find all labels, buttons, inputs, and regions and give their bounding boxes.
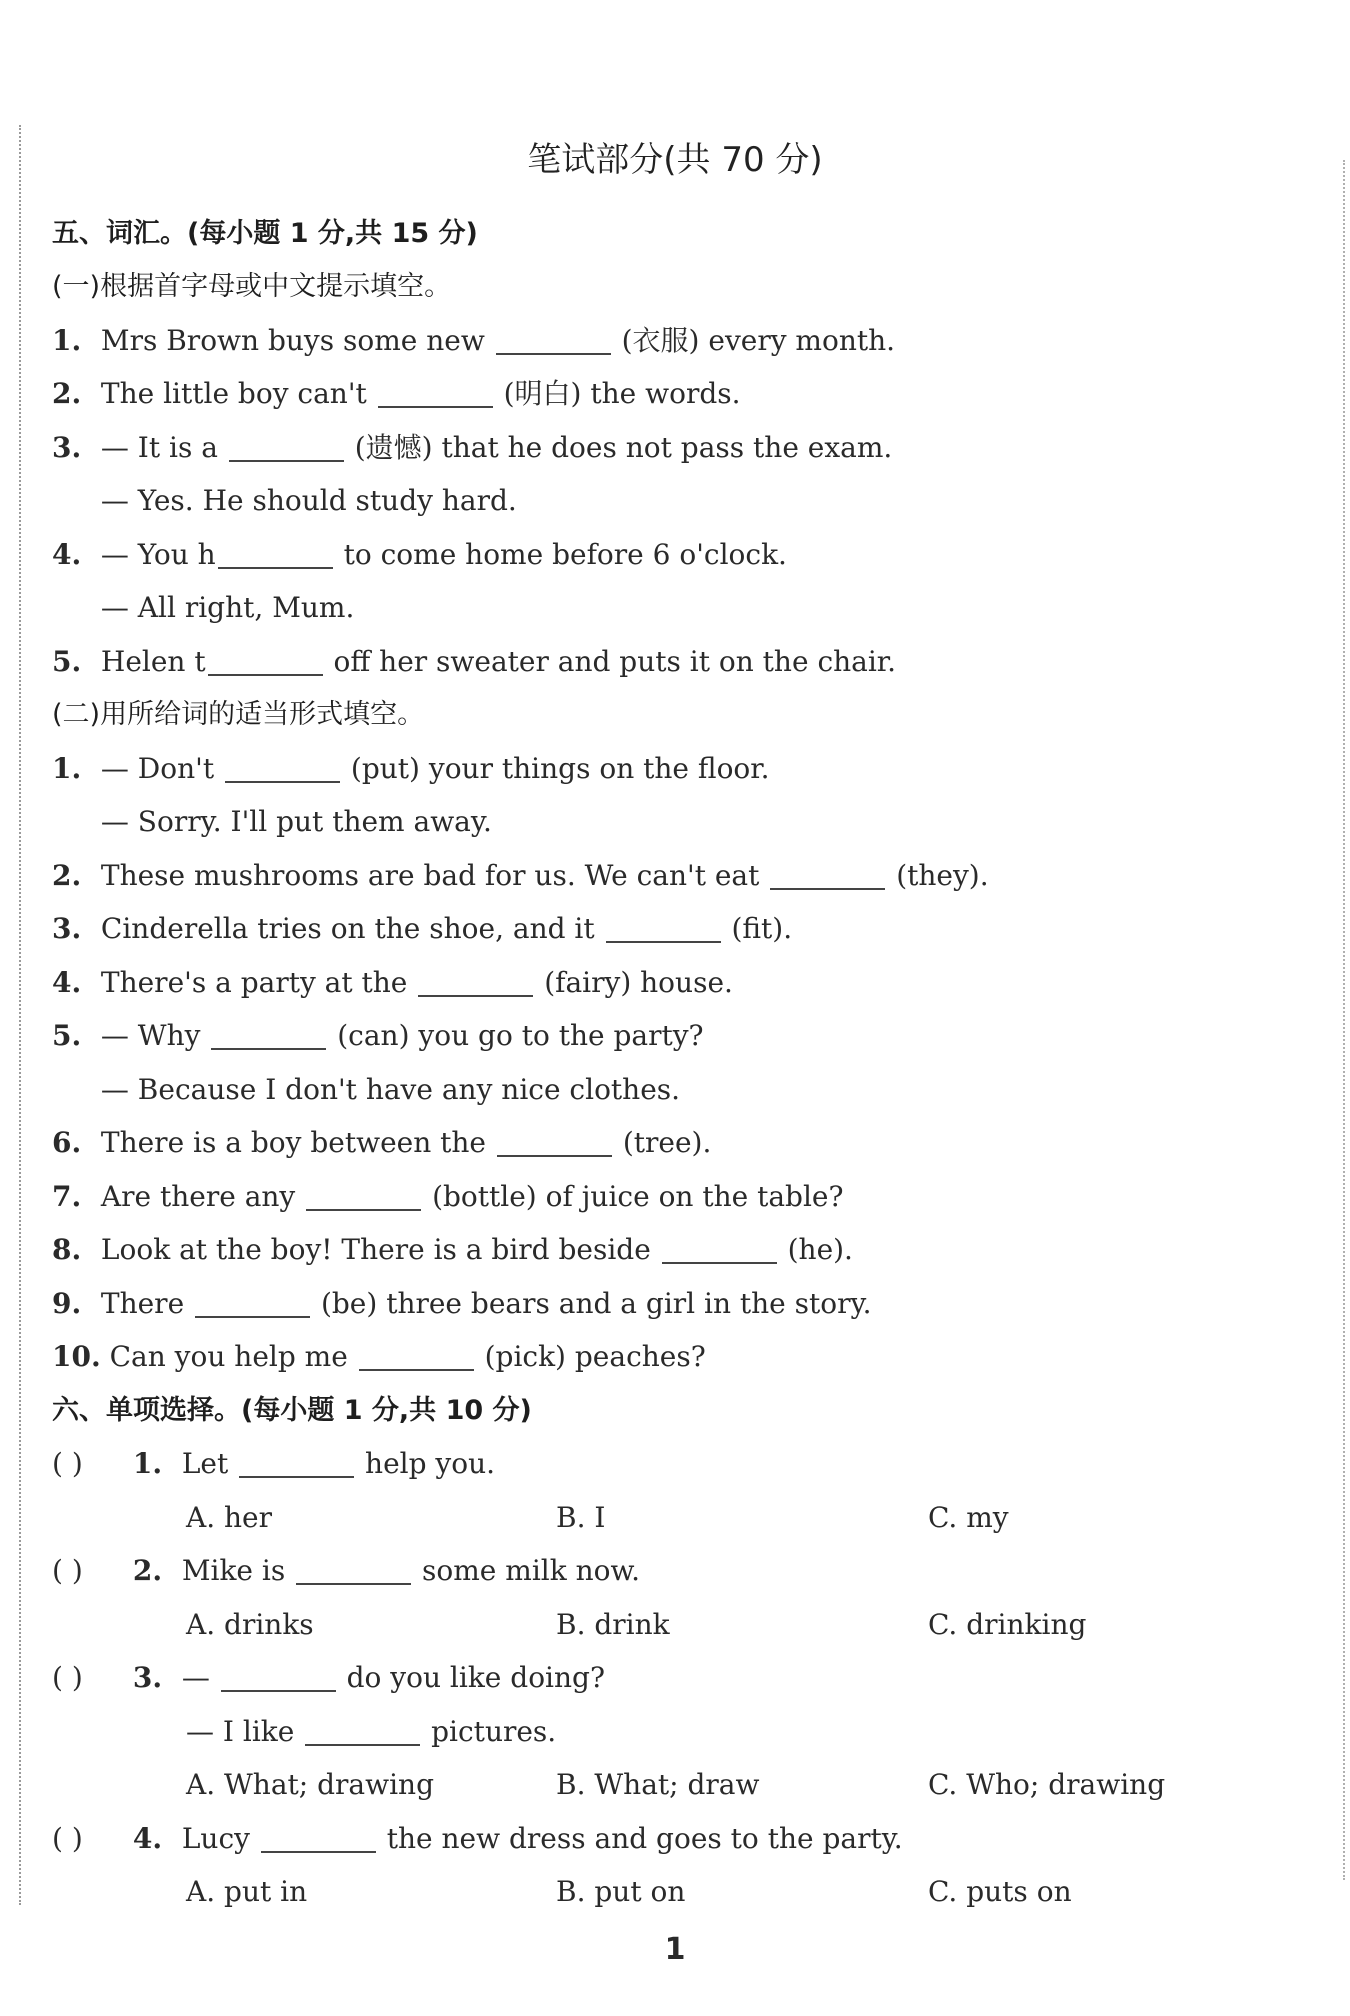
section-5-heading: 五、词汇。(每小题 1 分,共 15 分): [52, 218, 478, 249]
answer-blank[interactable]: [218, 543, 333, 569]
question-text: — Why: [100, 1019, 201, 1052]
question-row: [52, 1180, 844, 1213]
answer-blank[interactable]: [208, 650, 323, 676]
answer-blank[interactable]: [306, 1185, 421, 1211]
question-number: 4.: [52, 538, 82, 571]
question-number: 9.: [52, 1287, 82, 1320]
option-b[interactable]: B. drink: [556, 1608, 670, 1641]
question-row: [52, 538, 787, 571]
question-text: —: [181, 1661, 210, 1694]
option-a[interactable]: A. What; drawing: [186, 1768, 434, 1801]
question-text: There's a party at the: [100, 966, 408, 999]
question-row: [52, 1287, 872, 1320]
mc-question-row: [52, 1554, 641, 1587]
question-text: — Don't: [100, 752, 215, 785]
question-number: 6.: [52, 1126, 82, 1159]
reply-text: — Yes. He should study hard.: [100, 484, 517, 517]
page-title: 笔试部分(共 70 分): [527, 140, 823, 180]
question-number: 3.: [52, 431, 82, 464]
left-margin-dotted-line: [19, 125, 21, 1905]
question-number: 5.: [52, 1019, 82, 1052]
reply-text: pictures.: [431, 1715, 557, 1748]
question-number: 2.: [132, 1554, 163, 1587]
page-number: 1: [664, 1932, 686, 1967]
answer-blank[interactable]: [606, 917, 721, 943]
part-1-heading: (一)根据首字母或中文提示填空。: [52, 271, 452, 302]
question-number: 5.: [52, 645, 82, 678]
question-text: Look at the boy! There is a bird beside: [100, 1233, 651, 1266]
question-text: the new dress and goes to the party.: [386, 1822, 903, 1855]
answer-parenthesis[interactable]: ( ): [52, 1822, 83, 1855]
answer-blank[interactable]: [418, 971, 533, 997]
mc-question-row: [52, 1822, 903, 1855]
answer-blank[interactable]: [662, 1238, 777, 1264]
reply-text: — I like: [186, 1715, 295, 1748]
question-row: [52, 645, 897, 678]
question-text: (they).: [896, 859, 989, 892]
question-text: (he).: [787, 1233, 853, 1266]
question-number: 1.: [132, 1447, 163, 1480]
right-margin-dotted-line: [1343, 160, 1345, 1880]
question-text: Mrs Brown buys some new: [100, 324, 485, 357]
question-reply: [52, 591, 355, 624]
question-row: [52, 1233, 853, 1266]
mc-question-row: [52, 1447, 496, 1480]
question-reply: [52, 484, 517, 517]
question-text: (bottle) of juice on the table?: [432, 1180, 844, 1213]
question-text: — You h: [100, 538, 216, 571]
question-text: These mushrooms are bad for us. We can't eat: [100, 859, 760, 892]
answer-parenthesis[interactable]: ( ): [52, 1661, 83, 1694]
answer-blank[interactable]: [770, 864, 885, 890]
reply-text: — Because I don't have any nice clothes.: [100, 1073, 681, 1106]
option-b[interactable]: B. I: [556, 1501, 606, 1534]
option-b[interactable]: B. put on: [556, 1875, 686, 1908]
question-number: 3.: [52, 912, 82, 945]
answer-blank: [296, 1559, 411, 1585]
question-text: There: [100, 1287, 185, 1320]
question-number: 4.: [132, 1822, 163, 1855]
section-6-heading: 六、单项选择。(每小题 1 分,共 10 分): [52, 1395, 532, 1426]
question-number: 1.: [52, 324, 82, 357]
question-text: Cinderella tries on the shoe, and it: [100, 912, 595, 945]
question-text: Are there any: [100, 1180, 296, 1213]
question-text: (遗憾) that he does not pass the exam.: [354, 431, 893, 464]
answer-blank: [221, 1666, 336, 1692]
question-text: Mike is: [181, 1554, 286, 1587]
question-number: 1.: [52, 752, 82, 785]
question-text: There is a boy between the: [100, 1126, 487, 1159]
question-text: (tree).: [622, 1126, 712, 1159]
reply-text: — Sorry. I'll put them away.: [100, 805, 492, 838]
option-c[interactable]: C. puts on: [928, 1875, 1072, 1908]
question-row: [52, 752, 770, 785]
question-reply: [52, 1073, 681, 1106]
answer-blank[interactable]: [195, 1292, 310, 1318]
answer-blank: [305, 1720, 420, 1746]
mc-question-reply: [186, 1715, 557, 1748]
answer-blank: [239, 1452, 354, 1478]
answer-blank[interactable]: [378, 382, 493, 408]
question-text: The little boy can't: [100, 377, 367, 410]
question-number: 8.: [52, 1233, 82, 1266]
question-row: [52, 1019, 704, 1052]
question-number: 7.: [52, 1180, 82, 1213]
question-number: 2.: [52, 377, 82, 410]
question-reply: [52, 805, 492, 838]
question-text: Lucy: [181, 1822, 250, 1855]
question-text: do you like doing?: [346, 1661, 605, 1694]
question-row: [52, 431, 893, 464]
option-c[interactable]: C. drinking: [928, 1608, 1087, 1641]
option-c[interactable]: C. Who; drawing: [928, 1768, 1166, 1801]
question-text: Can you help me: [109, 1340, 348, 1373]
question-number: 3.: [132, 1661, 163, 1694]
question-text: Let: [181, 1447, 229, 1480]
question-text: off her sweater and puts it on the chair.: [324, 645, 897, 678]
answer-blank[interactable]: [496, 329, 611, 355]
question-text: (put) your things on the floor.: [350, 752, 770, 785]
question-row: [52, 1126, 712, 1159]
question-row: [52, 966, 733, 999]
option-c[interactable]: C. my: [928, 1501, 1009, 1534]
question-row: [52, 324, 896, 357]
question-row: [52, 912, 793, 945]
question-number: 4.: [52, 966, 82, 999]
option-a[interactable]: A. her: [186, 1501, 273, 1534]
answer-blank[interactable]: [229, 436, 344, 462]
answer-blank[interactable]: [359, 1345, 474, 1371]
question-text: — It is a: [100, 431, 218, 464]
option-a[interactable]: A. put in: [186, 1875, 308, 1908]
question-text: (be) three bears and a girl in the story.: [320, 1287, 872, 1320]
mc-question-row: [52, 1661, 605, 1694]
question-text: to come home before 6 o'clock.: [334, 538, 787, 571]
question-text: (fit).: [731, 912, 793, 945]
question-row: [52, 1340, 706, 1373]
question-number: 2.: [52, 859, 82, 892]
question-number: 10.: [52, 1340, 101, 1373]
answer-blank: [261, 1827, 376, 1853]
question-text: Helen t: [100, 645, 206, 678]
part-2-heading: (二)用所给词的适当形式填空。: [52, 699, 425, 730]
question-row: [52, 377, 741, 410]
answer-parenthesis[interactable]: ( ): [52, 1447, 83, 1480]
option-b[interactable]: B. What; draw: [556, 1768, 760, 1801]
question-text: some milk now.: [422, 1554, 641, 1587]
answer-blank[interactable]: [225, 757, 340, 783]
question-text: (fairy) house.: [544, 966, 733, 999]
question-row: [52, 859, 989, 892]
question-text: (can) you go to the party?: [337, 1019, 704, 1052]
question-text: (衣服) every month.: [621, 324, 896, 357]
answer-blank[interactable]: [497, 1131, 612, 1157]
answer-parenthesis[interactable]: ( ): [52, 1554, 83, 1587]
question-text: (明白) the words.: [503, 377, 741, 410]
answer-blank[interactable]: [211, 1024, 326, 1050]
question-text: help you.: [365, 1447, 496, 1480]
question-text: (pick) peaches?: [484, 1340, 706, 1373]
reply-text: — All right, Mum.: [100, 591, 355, 624]
option-a[interactable]: A. drinks: [186, 1608, 314, 1641]
